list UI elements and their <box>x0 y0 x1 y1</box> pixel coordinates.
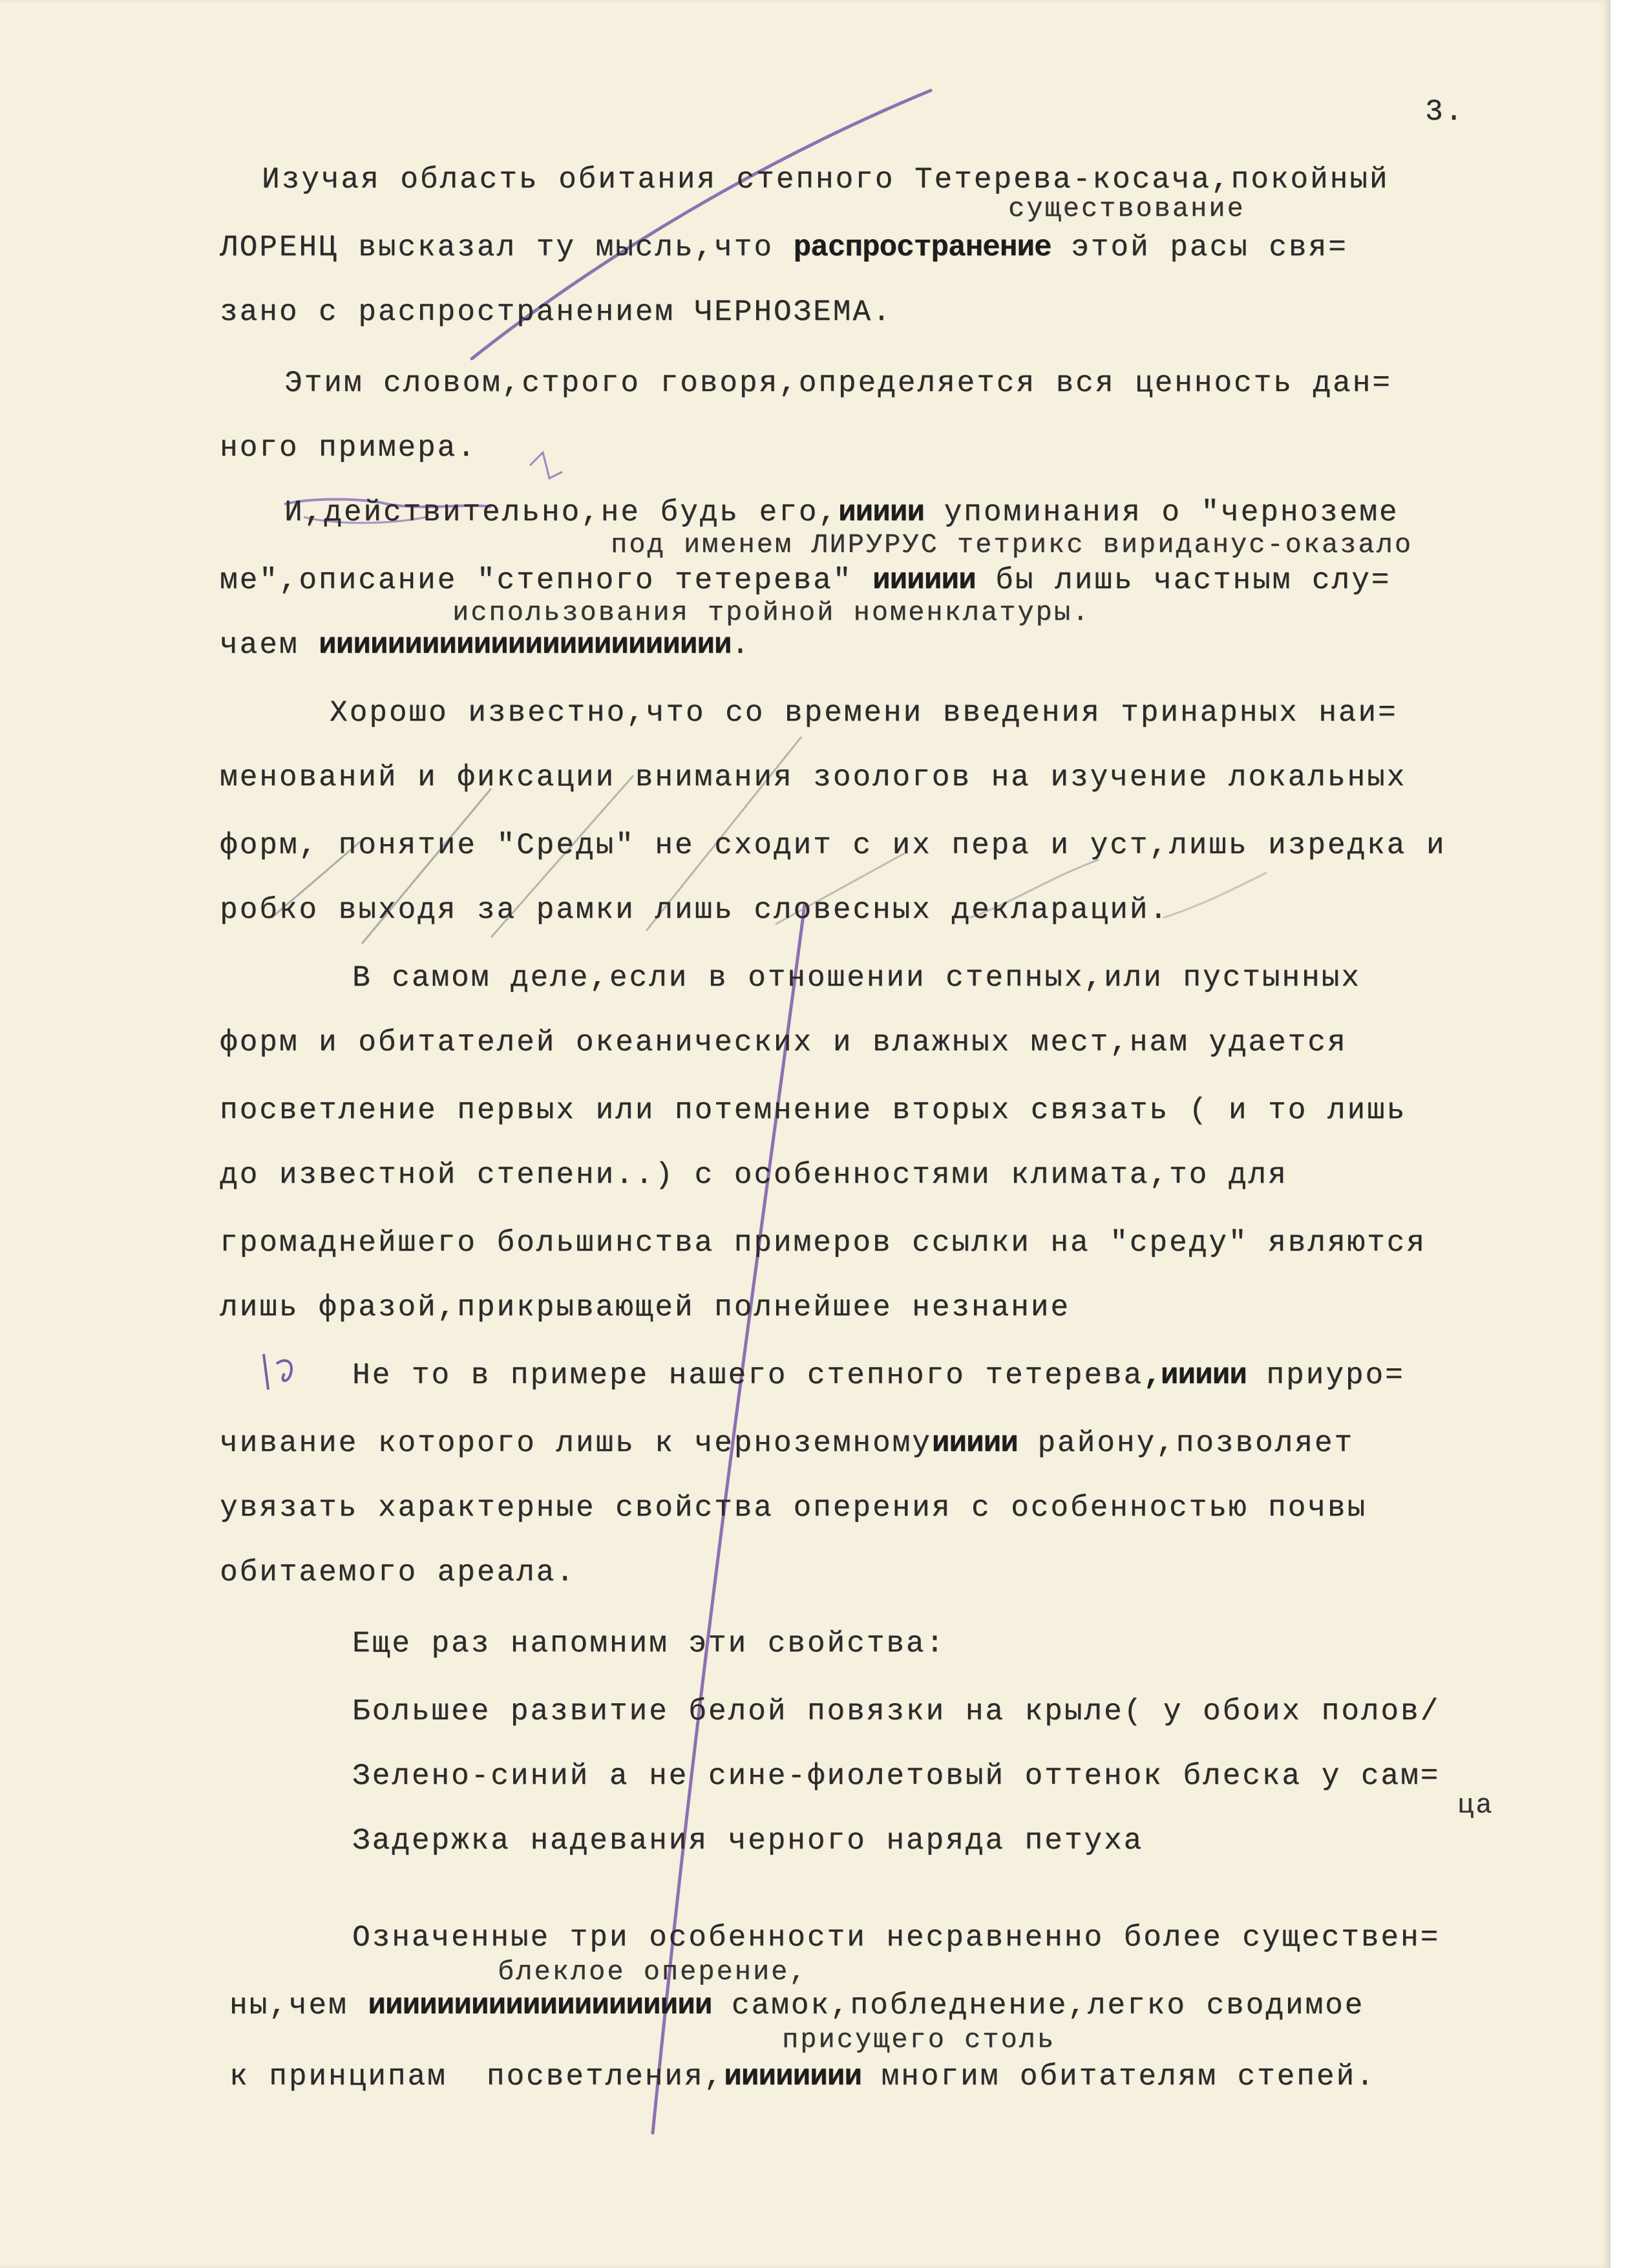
line-17: громаднейшего большинства примеров ссылки на "среду" являются <box>220 1226 1426 1260</box>
struck-text: иииии <box>838 496 924 529</box>
line-1: Изучая область обитания степного Тетерева-косача,покойный <box>262 163 1389 196</box>
line-2: ЛОРЕНЦ высказал ту мысль,что распространение этой расы свя= <box>220 231 1348 264</box>
insertion-28: присущего столь <box>782 2024 1056 2055</box>
line-12: робко выходя за рамки лишь словесных деклараций. <box>220 893 1170 927</box>
line-9: Хорошо известно,что со времени введения тринарных наи= <box>330 696 1398 730</box>
line-7: ме",описание "степного тетерева" ииииии бы лишь частным слу= <box>220 564 1391 597</box>
page-number: 3. <box>1425 95 1465 129</box>
line-3: зано с распространением ЧЕРНОЗЕМА. <box>220 295 893 329</box>
line-14: форм и обитателей океанических и влажных мест,нам удается <box>220 1026 1347 1059</box>
line-11: форм, понятие "Среды" не сходит с их пера и уст,лишь изредка и <box>220 829 1446 862</box>
line-20: чивание которого лишь к черноземномуиииии району,позволяет <box>220 1426 1355 1460</box>
struck-text: ииииииии <box>724 2060 861 2093</box>
insertion-7: использования тройной номенклатуры. <box>452 597 1091 628</box>
insertion-6: под именем ЛИРУРУС тетрикс вириданус-оказало <box>611 529 1413 560</box>
line-26: Задержка надевания черного наряда петуха <box>352 1824 1144 1858</box>
insertion-25: ца <box>1457 1790 1494 1821</box>
line-4: Этим словом,строго говоря,определяется вся ценность дан= <box>284 366 1392 400</box>
line-15: посветление первых или потемнение вторых связать ( и то лишь <box>220 1094 1407 1127</box>
insertion-1: существование <box>1008 193 1245 224</box>
line-23: Еще раз напомним эти свойства: <box>352 1627 946 1660</box>
line-6: И,действительно,не будь его,иииии упоминания о "черноземе <box>284 496 1399 529</box>
line-28: ны,чем ииииииииииииииииииии самок,побледнение,легко сводимое <box>229 1989 1365 2022</box>
line-10: менований и фиксации внимания зоологов на изучение локальных <box>220 761 1407 794</box>
line-24: Большее развитие белой повязки на крыле( у обоих полов/ <box>352 1695 1441 1728</box>
line-5: ного примера. <box>220 431 477 465</box>
line-18: лишь фразой,прикрывающей полнейшее незнание <box>220 1291 1070 1324</box>
line-21: увязать характерные свойства оперения с особенностью почвы <box>220 1491 1368 1525</box>
line-29: к принципам посветления,ииииииии многим обитателям степей. <box>229 2060 1376 2093</box>
line-27: Означенные три особенности несравненно более существен= <box>352 1921 1441 1955</box>
line-25: Зелено-синий а не сине-фиолетовый оттенок блеска у сам= <box>352 1759 1441 1793</box>
line-16: до известной степени..) с особенностями климата,то для <box>220 1158 1288 1192</box>
struck-text: ,иииии <box>1143 1359 1247 1392</box>
insertion-27: блеклое оперение, <box>498 1956 808 1987</box>
line-8: чаем ииииииииииииииииииииииии. <box>220 628 752 662</box>
struck-text: иииии <box>931 1426 1018 1460</box>
line-19: Не то в примере нашего степного тетерева,иииии приуро= <box>352 1359 1405 1392</box>
line-22: обитаемого ареала. <box>220 1556 576 1589</box>
struck-text: ииииии <box>872 564 976 597</box>
line-13: В самом деле,если в отношении степных,или пустынных <box>352 961 1361 995</box>
struck-text: ииииииииииииииииииии <box>368 1989 712 2022</box>
struck-text: распространение <box>793 231 1051 264</box>
struck-text: ииииииииииииииииииииииии <box>319 628 732 662</box>
